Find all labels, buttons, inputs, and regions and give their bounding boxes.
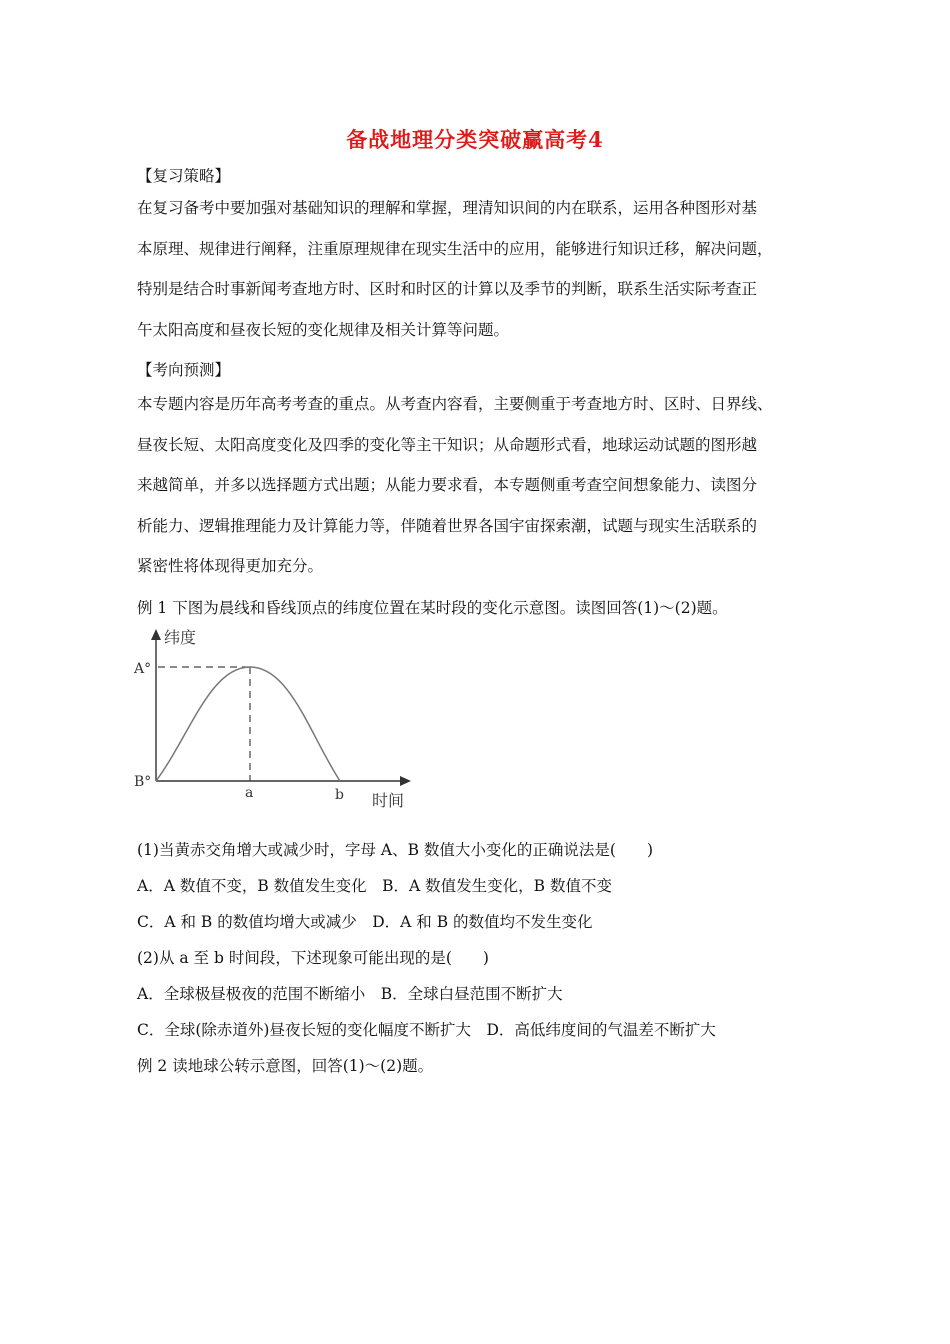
question2-stem: (2)从 a 至 b 时间段，下述现象可能出现的是( ) [137, 949, 489, 967]
document-title: 备战地理分类突破赢高考4 [346, 127, 604, 152]
review-strategy-heading: 【复习策略】 [137, 167, 231, 185]
y-top-label: A° [134, 661, 152, 677]
question2-options-cd: C．全球(除赤道外)昼夜长短的变化幅度不断扩大 D．高低纬度间的气温差不断扩大 [137, 1021, 716, 1039]
paragraph-line: 本专题内容是历年高考考查的重点。从考查内容看，主要侧重于考查地方时、区时、日界线、 [137, 395, 773, 413]
x-axis-label: 时间 [372, 791, 405, 810]
paragraph-line: 午太阳高度和昼夜长短的变化规律及相关计算等问题。 [137, 320, 510, 339]
x-mark-a: a [245, 785, 254, 801]
y-axis-arrow-icon [151, 629, 161, 640]
paragraph-line: 昼夜长短、太阳高度变化及四季的变化等主干知识；从命题形式看，地球运动试题的图形越 [137, 435, 758, 454]
y-bottom-label: B° [134, 774, 152, 790]
forecast-paragraph [137, 392, 827, 595]
latitude-curve [156, 667, 340, 781]
latitude-time-figure [130, 625, 420, 815]
paragraph-line: 特别是结合时事新闻考查地方时、区时和时区的计算以及季节的判断，联系生活实际考查正 [137, 280, 758, 298]
example2-intro: 例 2 读地球公转示意图，回答(1)～(2)题。 [137, 1057, 434, 1075]
paragraph-line: 紧密性将体现得更加充分。 [137, 557, 324, 575]
paragraph-line: 析能力、逻辑推理能力及计算能力等，伴随着世界各国宇宙探索潮，试题与现实生活联系的 [137, 516, 758, 535]
example1-intro: 例 1 下图为晨线和昏线顶点的纬度位置在某时段的变化示意图。读图回答(1)～(2)题。 [137, 599, 728, 617]
question1-options-ab: A．A 数值不变，B 数值发生变化 B．A 数值发生变化，B 数值不变 [137, 877, 612, 895]
review-strategy-paragraph [137, 196, 827, 358]
paragraph-line: 本原理、规律进行阐释，注重原理规律在现实生活中的应用，能够进行知识迁移，解决问题， [137, 239, 773, 258]
y-axis-label: 纬度 [164, 628, 197, 647]
paragraph-line: 来越简单，并多以选择题方式出题；从能力要求看，本专题侧重考查空间想象能力、读图分 [137, 476, 758, 494]
x-mark-b: b [335, 787, 344, 803]
question1-stem: (1)当黄赤交角增大或减少时，字母 A、B 数值大小变化的正确说法是( ) [137, 841, 653, 859]
question2-options-ab: A．全球极昼极夜的范围不断缩小 B．全球白昼范围不断扩大 [137, 985, 563, 1003]
forecast-heading: 【考向预测】 [137, 361, 231, 379]
x-axis-arrow-icon [400, 776, 411, 786]
question1-options-cd: C．A 和 B 的数值均增大或减少 D．A 和 B 的数值均不发生变化 [137, 913, 593, 931]
paragraph-line: 在复习备考中要加强对基础知识的理解和掌握，理清知识间的内在联系，运用各种图形对基 [137, 199, 758, 217]
